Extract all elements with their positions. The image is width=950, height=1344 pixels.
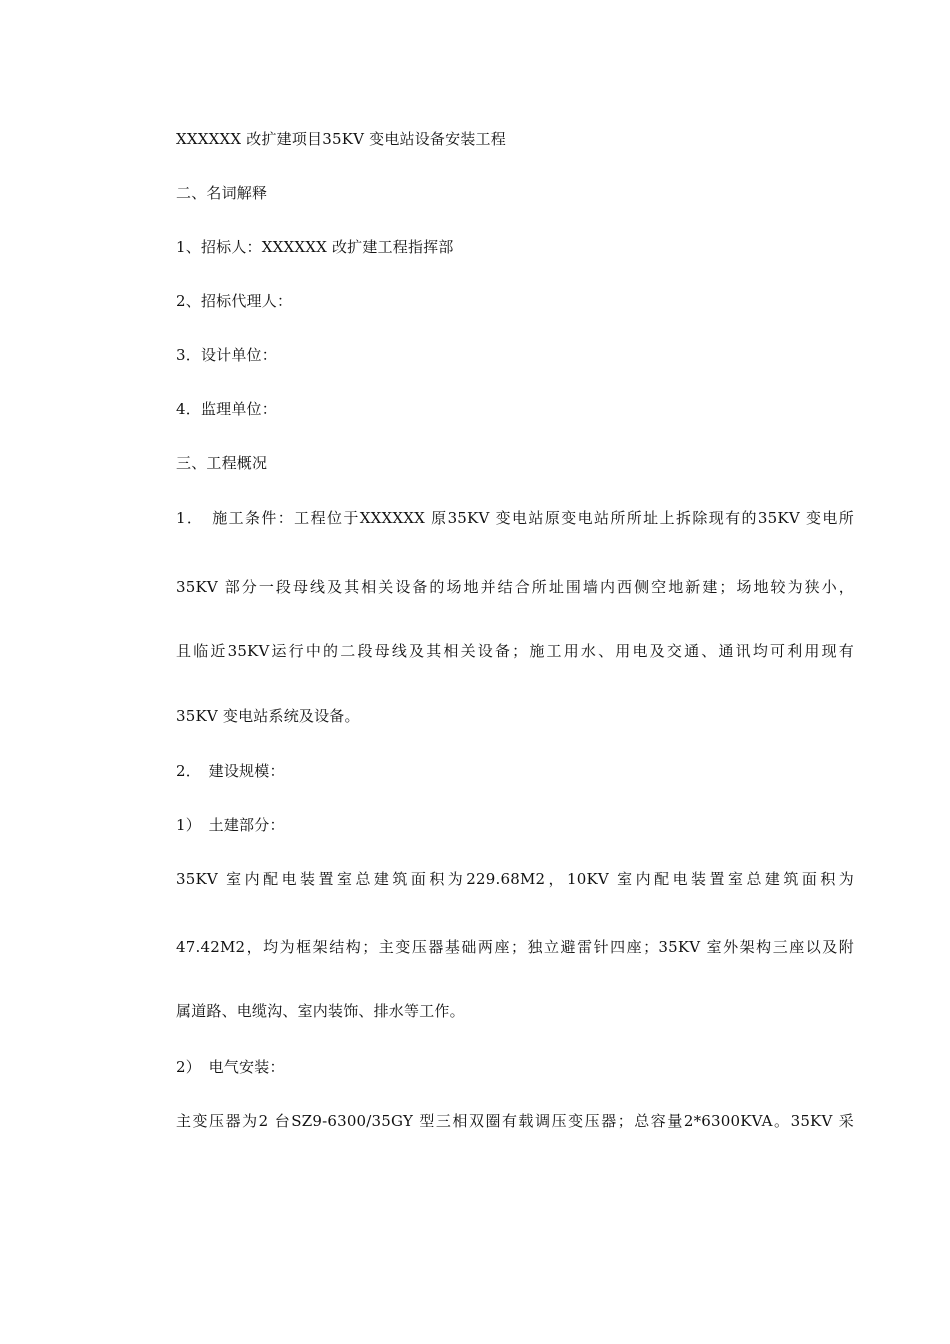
construction-conditions-line-3: 且临近35KV运行中的二段母线及其相关设备；施工用水、用电及交通、通讯均可利用现有 (176, 642, 854, 660)
section-heading-overview: 三、工程概况 (176, 454, 268, 472)
civil-works-line-1: 35KV 室内配电装置室总建筑面积为229.68M2，10KV 室内配电装置室总建筑面积为 (176, 870, 854, 888)
civil-works-heading: 1） 土建部分： (176, 816, 285, 834)
civil-works-line-3: 属道路、电缆沟、室内装饰、排水等工作。 (176, 1002, 465, 1020)
document-title: XXXXXX 改扩建项目35KV 变电站设备安装工程 (176, 130, 506, 148)
definition-tender-agent: 2、招标代理人： (176, 292, 293, 310)
construction-conditions-line-2: 35KV 部分一段母线及其相关设备的场地并结合所址围墙内西侧空地新建；场地较为狭小， (176, 578, 854, 596)
electrical-installation-line-1: 主变压器为2 台SZ9-6300/35GY 型三相双圈有载调压变压器；总容量2*6300KVA。35KV 采 (176, 1112, 854, 1130)
electrical-installation-heading: 2） 电气安装： (176, 1058, 285, 1076)
definition-design-unit: 3．设计单位： (176, 346, 277, 364)
definition-tenderer: 1、招标人：XXXXXX 改扩建工程指挥部 (176, 238, 454, 256)
definition-supervision-unit: 4．监理单位： (176, 400, 277, 418)
construction-conditions-line-1: 1． 施工条件：工程位于XXXXXX 原35KV 变电站原变电站所所址上拆除现有的35KV 变电所 (176, 509, 854, 527)
section-heading-definitions: 二、名词解释 (176, 184, 268, 202)
construction-scale-heading: 2． 建设规模： (176, 762, 285, 780)
civil-works-line-2: 47.42M2，均为框架结构；主变压器基础两座；独立避雷针四座；35KV 室外架构三座以及附 (176, 938, 854, 956)
construction-conditions-line-4: 35KV 变电站系统及设备。 (176, 707, 360, 725)
